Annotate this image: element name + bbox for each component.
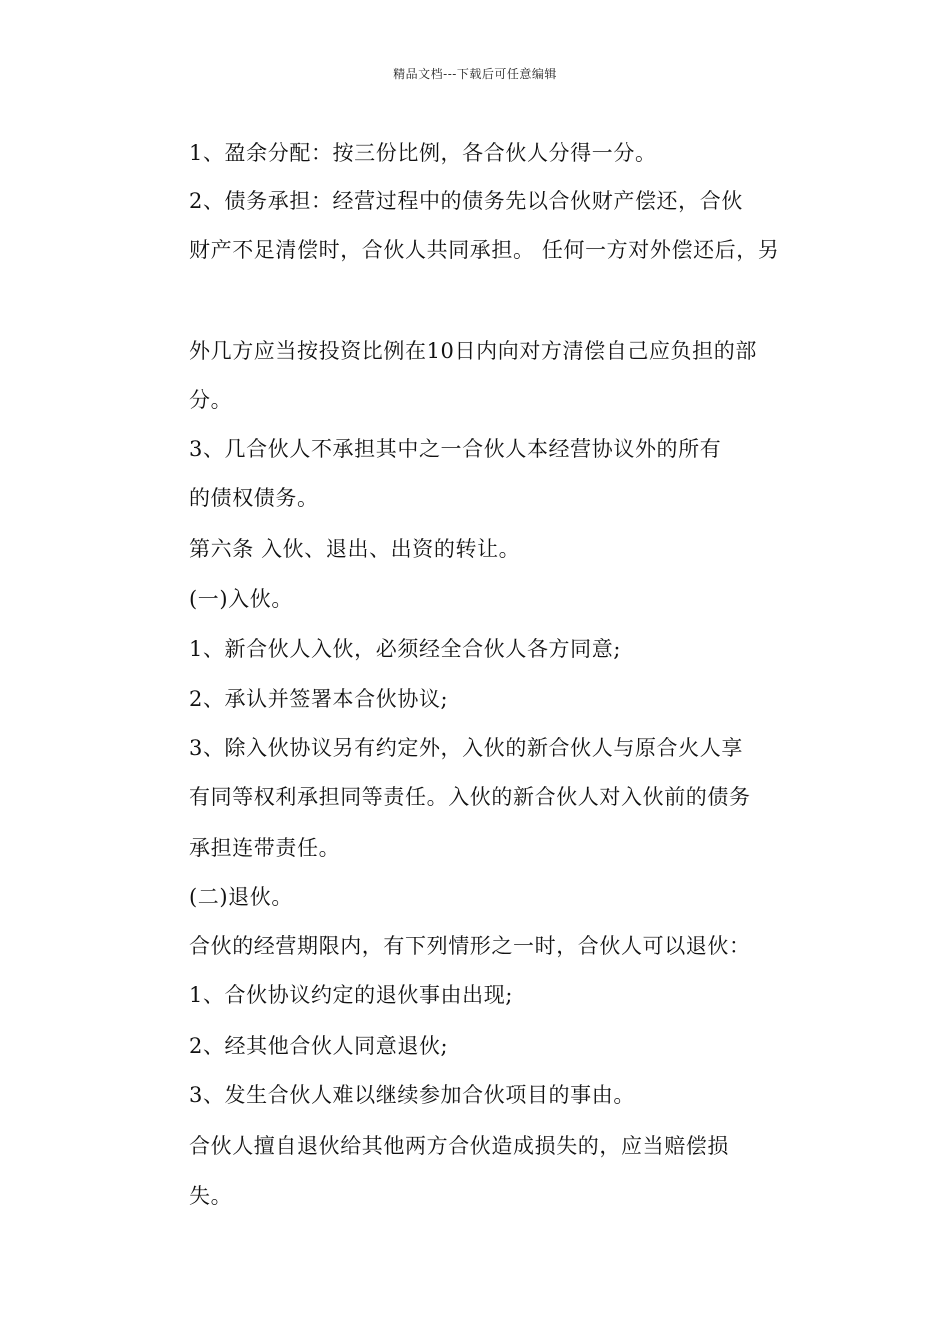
text-line: 3、几合伙人不承担其中之一合伙人本经营协议外的所有: [189, 437, 722, 461]
section-heading: 第六条 入伙、退出、出资的转让。: [189, 537, 521, 561]
text-line: 合伙人擅自退伙给其他两方合伙造成损失的，应当赔偿损: [189, 1134, 729, 1158]
text-line: 1、盈余分配：按三份比例，各合伙人分得一分。: [189, 141, 657, 165]
text-line: 承担连带责任。: [189, 836, 341, 860]
text-line: 有同等权利承担同等责任。入伙的新合伙人对入伙前的债务: [189, 785, 751, 809]
text-line: 1、合伙协议约定的退伙事由出现;: [189, 983, 514, 1007]
text-line: 分。: [189, 388, 233, 412]
subsection-heading: (二)退伙。: [189, 885, 293, 909]
text-line: 3、除入伙协议另有约定外，入伙的新合伙人与原合火人享: [189, 736, 743, 760]
text-line: 合伙的经营期限内，有下列情形之一时，合伙人可以退伙：: [189, 934, 751, 958]
text-line: 财产不足清偿时，合伙人共同承担。 任何一方对外偿还后，另: [189, 238, 780, 262]
text-line: 3、发生合伙人难以继续参加合伙项目的事由。: [189, 1083, 635, 1107]
text-line: 的债权债务。: [189, 486, 319, 510]
text-line: 失。: [189, 1184, 233, 1208]
page-header: 精品文档---下载后可任意编辑: [393, 67, 557, 81]
text-line: 2、承认并签署本合伙协议;: [189, 687, 449, 711]
subsection-heading: (一)入伙。: [189, 587, 293, 611]
text-line: 1、新合伙人入伙，必须经全合伙人各方同意;: [189, 637, 622, 661]
text-line: 外几方应当按投资比例在10日内向对方清偿自己应负担的部: [189, 339, 757, 363]
text-line: 2、债务承担：经营过程中的债务先以合伙财产偿还，合伙: [189, 189, 743, 213]
text-line: 2、经其他合伙人同意退伙;: [189, 1034, 449, 1058]
